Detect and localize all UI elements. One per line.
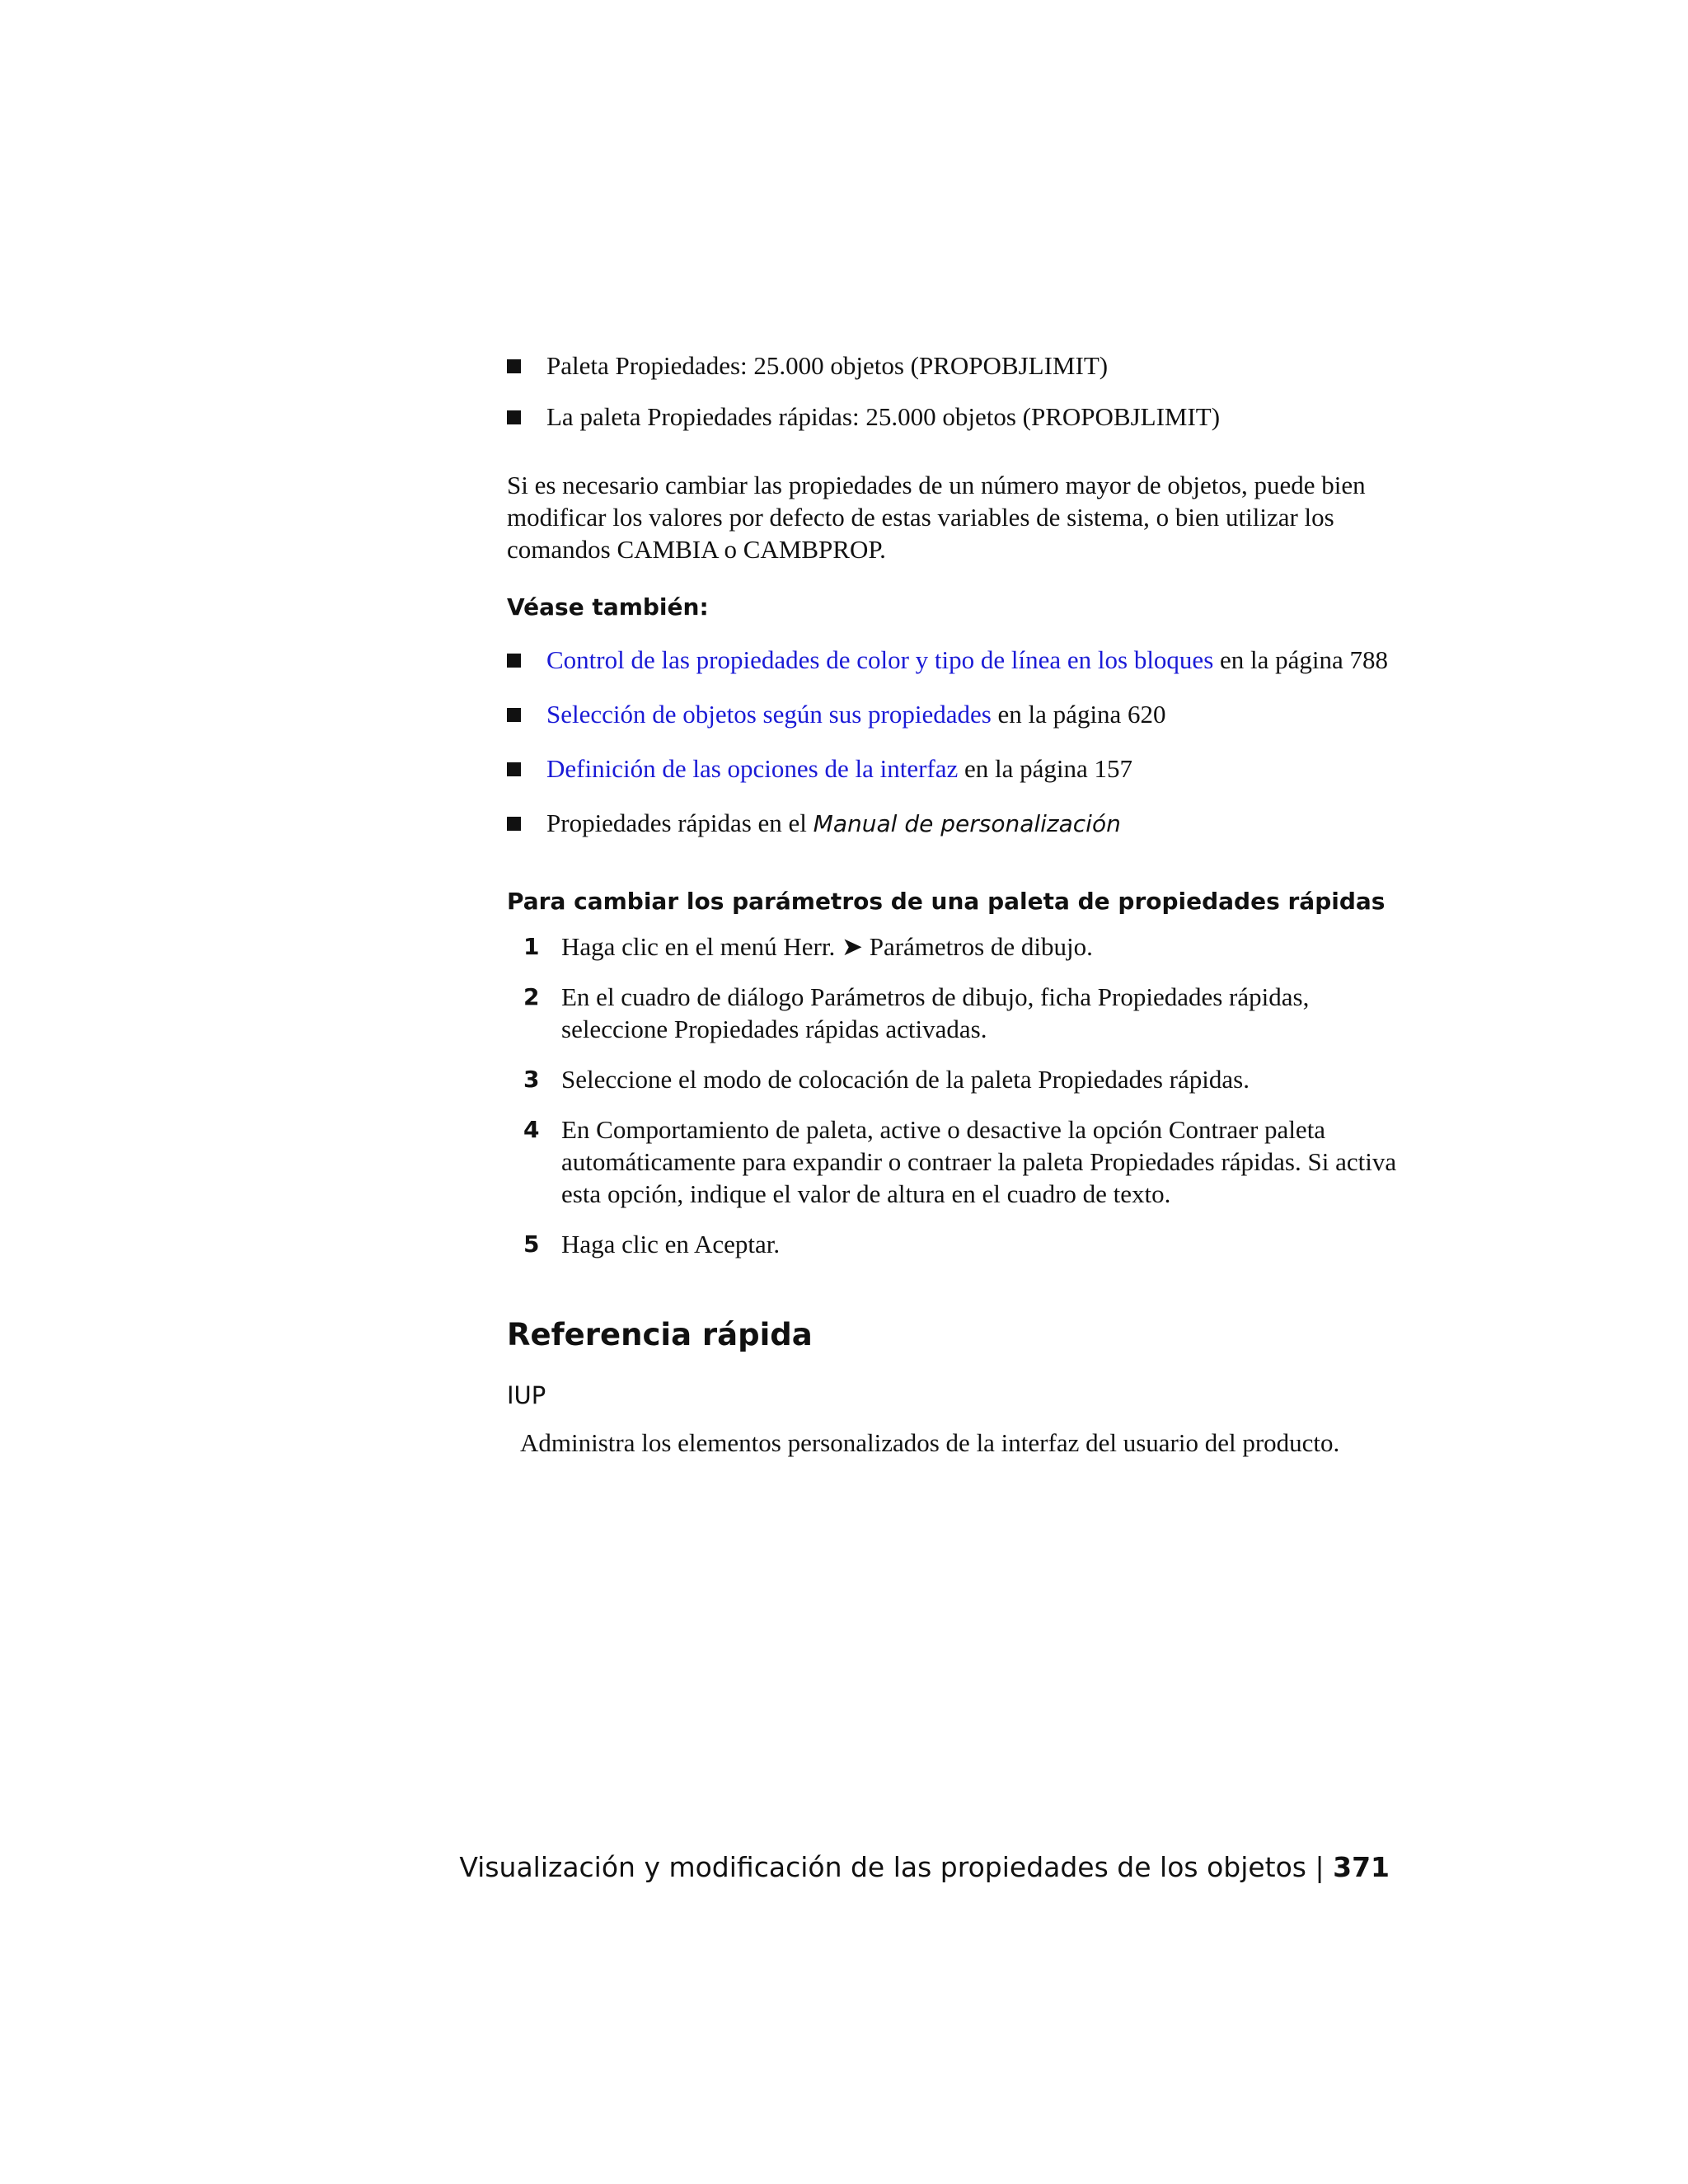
procedure-step (507, 1228, 1397, 1260)
bullet-item (507, 349, 1397, 382)
footer-title: Visualización y modificación de las propiedades de los objetos | (459, 1851, 1334, 1883)
step-text: Haga clic en el menú Herr. ➤ Parámetros de dibujo. (561, 932, 1093, 961)
bullet-square-icon (507, 410, 521, 424)
see-also-item (507, 644, 1397, 676)
see-also-link[interactable]: Control de las propiedades de color y tipo de línea en los bloques (546, 645, 1214, 674)
step-number: 3 (523, 1066, 540, 1093)
bullet-square-icon (507, 762, 521, 776)
step-number: 1 (523, 933, 540, 960)
see-also-heading: Véase también: (507, 593, 709, 621)
step-number: 4 (523, 1116, 540, 1143)
manual-title: Manual de personalización (813, 810, 1121, 837)
step-text: Seleccione el modo de colocación de la paleta Propiedades rápidas. (561, 1065, 1250, 1094)
body-paragraph: Si es necesario cambiar las propiedades de un número mayor de objetos, puede bien modificar los valores por defecto de estas variables de sistema, o bien utilizar los comandos CAMBIA o CAMBPROP. (507, 471, 1366, 564)
step-text: En el cuadro de diálogo Parámetros de dibujo, ficha Propiedades rápidas, seleccione Propiedades rápidas activadas. (561, 982, 1310, 1043)
see-also-item (507, 752, 1397, 785)
see-also-item (507, 698, 1397, 730)
step-text: Haga clic en Aceptar. (561, 1230, 781, 1258)
see-also-text: Propiedades rápidas en el (546, 808, 814, 837)
see-also-item (507, 807, 1397, 840)
see-also-link[interactable]: Selección de objetos según sus propiedades (546, 700, 992, 729)
bullet-square-icon (507, 817, 521, 831)
procedure-step (507, 930, 1397, 963)
page-content (507, 349, 1397, 1459)
procedure-heading: Para cambiar los parámetros de una paleta de propiedades rápidas (507, 888, 1386, 915)
see-also-page-ref: en la página 620 (991, 700, 1166, 729)
bullet-square-icon (507, 708, 521, 722)
procedure-step (507, 1063, 1397, 1095)
step-number: 2 (523, 983, 540, 1010)
command-name: IUP (507, 1381, 546, 1409)
see-also-page-ref: en la página 788 (1213, 645, 1389, 674)
procedure-step (507, 1113, 1397, 1210)
command-description: Administra los elementos personalizados de la interfaz del usuario del producto. (520, 1428, 1340, 1457)
bullet-text: La paleta Propiedades rápidas: 25.000 objetos (PROPOBJLIMIT) (546, 402, 1221, 431)
bullet-square-icon (507, 654, 521, 668)
see-also-link[interactable]: Definición de las opciones de la interfaz (546, 754, 959, 783)
quick-reference-heading: Referencia rápida (507, 1317, 813, 1352)
see-also-page-ref: en la página 157 (958, 754, 1133, 783)
step-text: En Comportamiento de paleta, active o desactive la opción Contraer paleta automáticamente para expandir o contraer la paleta Propiedades rápidas. Si activa esta opción, indique el valor de altura en el cuadro de texto. (561, 1115, 1397, 1208)
procedure-step (507, 981, 1397, 1045)
bullet-item (507, 401, 1397, 433)
bullet-text: Paleta Propiedades: 25.000 objetos (PROPOBJLIMIT) (546, 351, 1109, 380)
bullet-square-icon (507, 359, 521, 373)
step-number: 5 (523, 1230, 540, 1258)
page-number: 371 (1333, 1851, 1390, 1883)
page-footer (459, 1851, 1390, 1884)
